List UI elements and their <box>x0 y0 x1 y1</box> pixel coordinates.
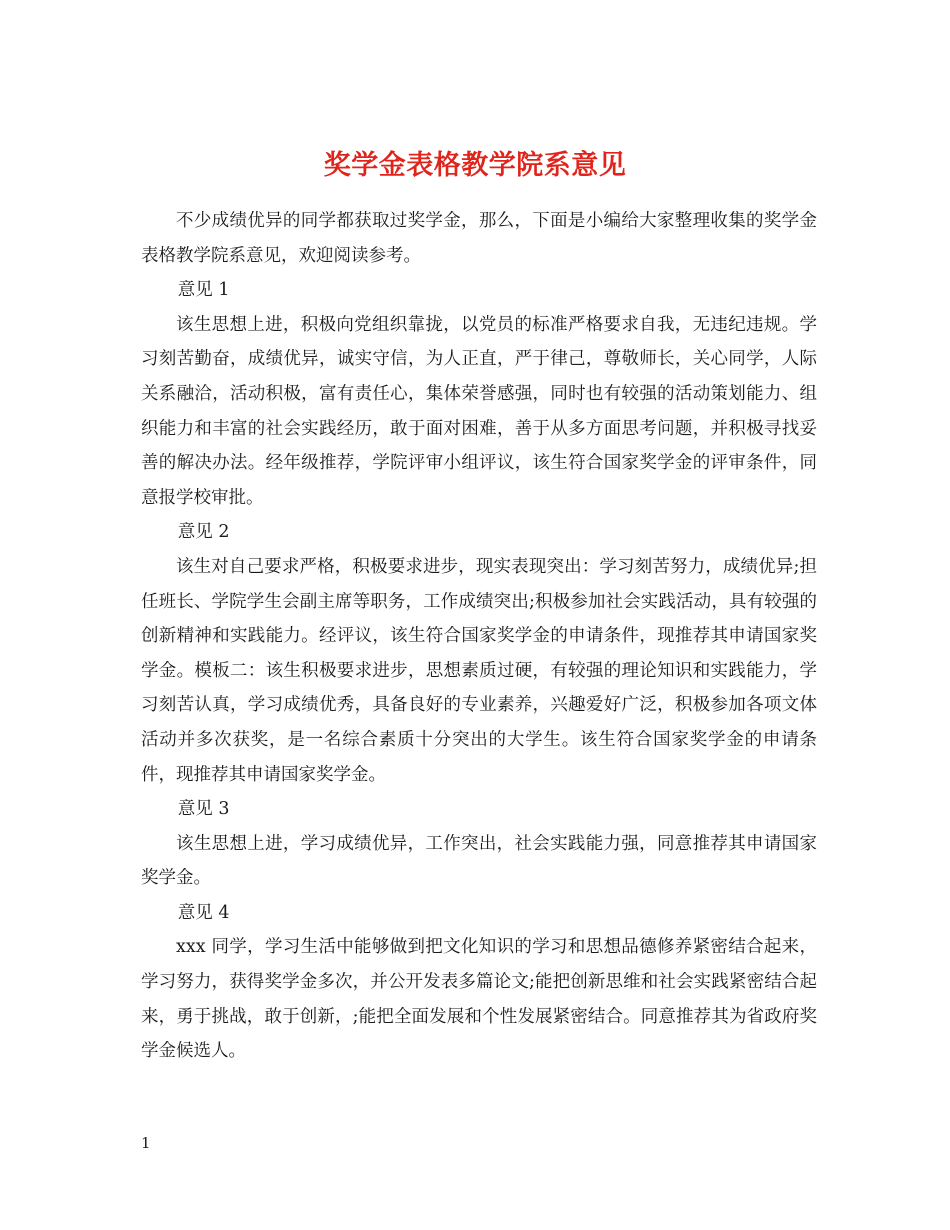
section-body-2: 该生对自己要求严格，积极要求进步，现实表现突出：学习刻苦努力，成绩优异;担任班长、学院学生会副主席等职务，工作成绩突出;积极参加社会实践活动，具有较强的创新精神和实践能力。经评议，该生符合国家奖学金的申请条件，现推荐其申请国家奖学金。模板二：该生积极要求进步，思想素质过硬，有较强的理论知识和实践能力，学习刻苦认真，学习成绩优秀，具备良好的专业素养，兴趣爱好广泛，积极参加各项文体活动并多次获奖，是一名综合素质十分突出的大学生。该生符合国家奖学金的申请条件，现推荐其申请国家奖学金。 <box>141 556 817 785</box>
section-heading-1: 意见 1 <box>177 280 230 301</box>
section-body-3: 该生思想上进，学习成绩优异，工作突出，社会实践能力强，同意推荐其申请国家奖学金。 <box>141 833 817 889</box>
intro-paragraph: 不少成绩优异的同学都获取过奖学金，那么，下面是小编给大家整理收集的奖学金表格教学院系意见，欢迎阅读参考。 <box>141 211 817 266</box>
section-heading-3: 意见 3 <box>177 799 230 820</box>
page-number: 1 <box>141 1134 151 1152</box>
document-body <box>141 204 817 1069</box>
document-title: 奖学金表格教学院系意见 <box>323 150 627 182</box>
section-heading-2: 意见 2 <box>177 522 230 543</box>
section-heading-4: 意见 4 <box>177 902 230 923</box>
section-body-4: xxx 同学，学习生活中能够做到把文化知识的学习和思想品德修养紧密结合起来，学习努力，获得奖学金多次，并公开发表多篇论文;能把创新思维和社会实践紧密结合起来，勇于挑战，敢于创新，;能把全面发展和个性发展紧密结合。同意推荐其为省政府奖学金候选人。 <box>141 937 817 1062</box>
section-body-1: 该生思想上进，积极向党组织靠拢，以党员的标准严格要求自我，无违纪违规。学习刻苦勤奋，成绩优异，诚实守信，为人正直，严于律己，尊敬师长，关心同学，人际关系融洽，活动积极，富有责任心，集体荣誉感强，同时也有较强的活动策划能力、组织能力和丰富的社会实践经历，敢于面对困难，善于从多方面思考问题，并积极寻找妥善的解决办法。经年级推荐，学院评审小组评议，该生符合国家奖学金的评审条件，同意报学校审批。 <box>141 314 817 508</box>
